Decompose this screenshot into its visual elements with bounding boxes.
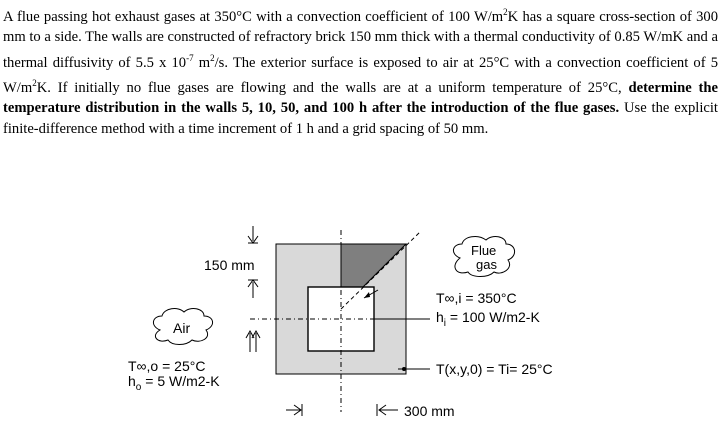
h-i-symbol: h bbox=[436, 309, 444, 325]
leader-initial-dot bbox=[402, 367, 406, 371]
problem-text: m bbox=[193, 54, 211, 71]
h-o-symbol: h bbox=[128, 373, 136, 389]
flue-label-line2: gas bbox=[476, 257, 497, 272]
problem-text: K has a square cross-section of 300 mm to a side. The walls are constructed of refractory brick 150 mm thick with a thermal conductivity of 0.85 W/mK and a thermal diffusivity of 5.5 x 10 bbox=[3, 8, 719, 71]
t-inf-o-label: T∞,o = 25°C bbox=[128, 358, 206, 374]
h-o-label bbox=[128, 373, 220, 392]
problem-bold-text: determine the temperature distribution in the walls 5, 10, 50, and 100 h after the introduction of the flue gases. bbox=[3, 79, 718, 117]
air-label: Air bbox=[173, 320, 191, 336]
problem-text: /s. The exterior surface is exposed to air at 25°C with a convection coefficient of 5 W/m bbox=[3, 54, 718, 96]
flue-label-line1: Flue bbox=[471, 243, 497, 258]
problem-text: A flue passing hot exhaust gases at 350°C with a convection coefficient of 100 W/m bbox=[3, 8, 504, 25]
t-inf-i-label: T∞,i = 350°C bbox=[436, 290, 517, 306]
problem-text: K. If initially no flue gases are flowing and the walls are at a uniform temperature of 25°C, bbox=[36, 79, 629, 96]
problem-text: Use the explicit finite-difference method with a time increment of 1 h and a grid spacing of 50 mm. bbox=[3, 100, 718, 137]
initial-condition-label: T(x,y,0) = Ti= 25°C bbox=[436, 361, 553, 377]
h-i-subscript: i bbox=[443, 318, 447, 329]
h-o-subscript: o bbox=[135, 382, 142, 393]
superscript: 2 bbox=[503, 7, 508, 17]
h-o-value: = 5 W/m2-K bbox=[141, 373, 220, 389]
superscript: -7 bbox=[186, 52, 194, 63]
superscript: 2 bbox=[32, 77, 37, 88]
wall-thickness-label: 150 mm bbox=[204, 257, 255, 273]
side-length-label: 300 mm bbox=[404, 403, 455, 419]
superscript: 2 bbox=[210, 52, 215, 63]
h-i-value: = 100 W/m2-K bbox=[446, 309, 540, 325]
h-i-label bbox=[436, 309, 540, 328]
